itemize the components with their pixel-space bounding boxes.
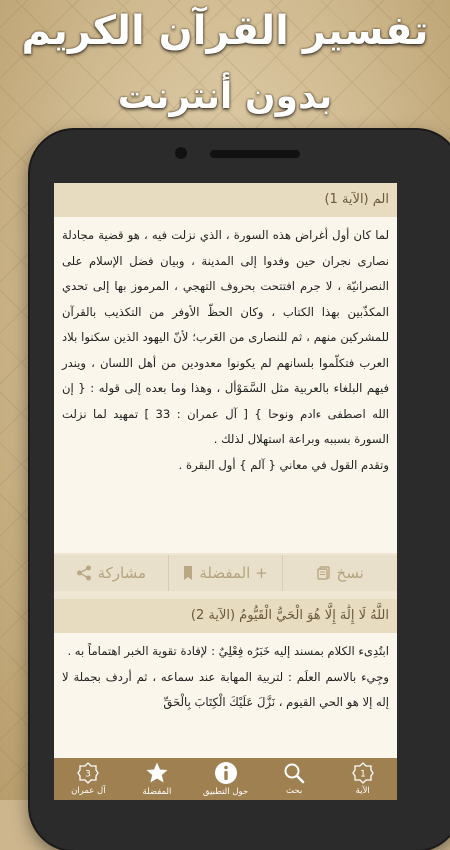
share-button[interactable] <box>54 555 168 591</box>
ayah-number-icon <box>352 762 374 784</box>
copy-label: نسخ <box>336 564 364 582</box>
favorite-label: + المفضلة <box>199 564 268 582</box>
promo-subtitle: بدون أنترنت <box>117 76 333 117</box>
tafsir-paragraph: ابتُدِىء الكلام بمسند إليه خَبَرُه فِعْلِيٌ : لإفادة تقوية الخبر اهتماماً به . <box>67 644 389 658</box>
nav-item-ayah[interactable] <box>328 758 397 800</box>
star-icon <box>145 761 169 785</box>
ayah-header: الم (الآية 1) <box>54 183 397 217</box>
tafsir-text <box>54 217 397 484</box>
tafsir-card-1 <box>54 183 397 553</box>
card-actions <box>54 555 397 591</box>
phone-camera <box>175 147 187 159</box>
tafsir-text <box>54 633 397 722</box>
surah-badge: 3 <box>85 769 92 780</box>
nav-item-surah[interactable] <box>54 758 123 800</box>
nav-item-search[interactable] <box>260 758 329 800</box>
bookmark-icon <box>183 565 193 581</box>
nav-label-about: حول التطبيق <box>202 787 249 797</box>
nav-item-favorites[interactable] <box>123 758 192 800</box>
surah-number-icon <box>77 762 99 784</box>
share-label: مشاركة <box>97 564 147 582</box>
nav-label-ayah: الآية <box>355 786 370 796</box>
tafsir-paragraph: لما كان أول أغراض هذه السورة ، الذي نزلت فيه ، هو قضية مجادلة نصارى نجران حين وفدوا إلى المدينة ، وبيان فضل الإسلام على النصرانيّة ، لا جرم افتتحت بحروف التهجي ، المرموز بها إلى تحدي المكذّبين بهذا الكتاب ، وكان الحظّ الأوفر من التكذيب بالقرآن للمشركين منهم ، ثم للنصارى من العَرب؛ لأنّ اليهود الذين سكنوا بلاد العرب فتكلّموا بلسانهم لم يكونوا معدودين من أهل اللسان ، ويندر فيهم البلغاء بالعربية مثل السَّمَوْأل ، وهذا وما بعده إلى قوله : { إن الله اصطفى ءادم ونوحا } [ آل عمران : 33 ] تمهيد لما نزلت السورة بسببه وبراعة استهلال لذلك . <box>62 228 390 446</box>
promo-title: تفسير القرآن الكريم <box>21 8 429 54</box>
copy-button[interactable] <box>282 555 397 591</box>
ayah-header: اللَّهُ لَا إِلَٰهَ إِلَّا هُوَ الْحَيُّ الْقَيُّومُ (الآية 2) <box>54 599 397 633</box>
nav-item-about[interactable] <box>191 758 260 800</box>
nav-label-favorites: المفضلة <box>142 787 172 797</box>
add-favorite-button[interactable] <box>168 555 283 591</box>
tafsir-paragraph: وجِيء بالاسم العلَم : لتربية المهابة عند سماعه ، ثم أردف بجملة لا إله إلا هو الحي القيوم ، نَزَّلَ عَلَيْكَ الْكِتَابَ بِالْحَقِّ <box>62 669 389 709</box>
copy-icon <box>317 566 331 580</box>
nav-label-surah: آل عمران <box>71 786 106 796</box>
share-icon <box>76 565 92 581</box>
phone-speaker <box>210 150 300 158</box>
bottom-nav <box>54 758 397 800</box>
search-icon <box>283 762 305 784</box>
info-icon <box>214 761 238 785</box>
ayah-badge: 1 <box>359 769 366 780</box>
app-screen <box>54 183 397 800</box>
nav-label-search: بحث <box>286 786 303 796</box>
tafsir-paragraph: وتقدم القول في معاني { آلم } أول البقرة . <box>178 457 389 472</box>
